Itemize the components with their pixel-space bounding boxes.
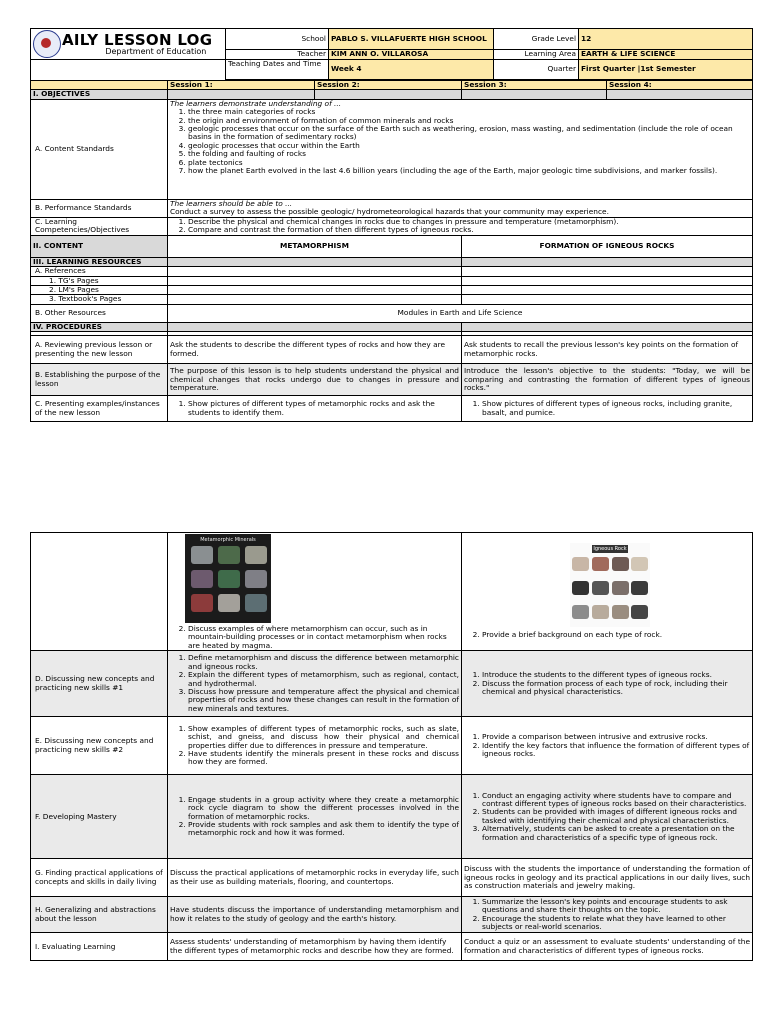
list-item: 3. Alternatively, students can be asked to create a presentation on the formation and characteristics of a specific type of igneous rock. bbox=[482, 825, 750, 842]
list-item: 2. Explain the different types of metamorphism, such as regional, contact, and hydrothermal. bbox=[188, 671, 459, 688]
textbook-pages-label: 3. Textbook's Pages bbox=[31, 295, 168, 304]
deped-seal-icon bbox=[33, 30, 61, 58]
references-label: A. References bbox=[31, 267, 168, 276]
procedure-c-continued-session-1 bbox=[168, 533, 462, 651]
procedure-e-session-1 bbox=[168, 717, 462, 775]
list-item: 2. Have students identify the minerals present in these rocks and discuss how they are formed. bbox=[188, 750, 459, 767]
list-item: 1. Conduct an engaging activity where students have to compare and contrast different types of igneous rocks based on their characteristics. bbox=[482, 792, 750, 809]
competencies-list bbox=[170, 218, 750, 235]
list-item: 1. Show pictures of different types of igneous rocks, including granite, basalt, and pumice. bbox=[482, 400, 750, 417]
list-item: 3. Discuss how pressure and temperature affect the physical and chemical properties of rocks and how these changes can result in the formation of new minerals and textures. bbox=[188, 688, 459, 713]
resources-heading: III. LEARNING RESOURCES bbox=[31, 257, 168, 266]
list-item: 2. Compare and contrast the formation of then different types of igneous rocks. bbox=[188, 226, 750, 234]
lesson-table-1 bbox=[30, 80, 753, 422]
list-item: 2. Discuss examples of where metamorphism can occur, such as in mountain-building processes or in contact metamorphism when rocks are heated by magma. bbox=[188, 625, 459, 650]
list-item: 1. Define metamorphism and discuss the difference between metamorphic and igneous rocks. bbox=[188, 654, 459, 671]
competencies-label: C. Learning Competencies/Objectives bbox=[31, 217, 168, 235]
list-item: 1. Introduce the students to the different types of igneous rocks. bbox=[482, 671, 750, 679]
procedure-c-session-2 bbox=[462, 396, 753, 422]
list-item: 1. Engage students in a group activity where they create a metamorphic rock cycle diagram to show the different processes involved in the formation of metamorphic rocks. bbox=[188, 796, 459, 821]
other-resources-label: B. Other Resources bbox=[31, 304, 168, 322]
procedure-d-label: D. Discussing new concepts and practicing new skills #1 bbox=[31, 651, 168, 717]
lesson-log-page-2 bbox=[30, 532, 752, 961]
procedure-a-session-1: Ask the students to describe the different types of rocks and how they are formed. bbox=[168, 336, 462, 364]
procedure-c-session-1 bbox=[168, 396, 462, 422]
school-label: School bbox=[226, 29, 329, 50]
procedure-b-session-1: The purpose of this lesson is to help students understand the physical and chemical changes that rocks undergo due to changes in pressure and temperature. bbox=[168, 364, 462, 396]
igneous-image-title: Igneous Rock bbox=[593, 546, 627, 553]
performance-intro: The learners should be able to ... bbox=[170, 198, 293, 208]
list-item: 1. Show examples of different types of metamorphic rocks, such as slate, schist, and gneiss, and discuss how their physical and chemical properties differ due to differences in pressure and temperature. bbox=[188, 725, 459, 750]
performance-standards-cell bbox=[168, 199, 753, 217]
procedure-i-session-1: Assess students' understanding of metamorphism by having them identify the different types of metamorphic rocks and describe how they are formed. bbox=[168, 933, 462, 961]
procedure-e-label: E. Discussing new concepts and practicing new skills #2 bbox=[31, 717, 168, 775]
procedure-g-session-2: Discuss with the students the importance of understanding the formation of igneous rocks in geology and its practical applications in our daily lives, such as construction materials and jewelry making. bbox=[462, 859, 753, 897]
procedure-g-session-1: Discuss the practical applications of metamorphic rocks in everyday life, such as their use as building materials, flooring, and countertops. bbox=[168, 859, 462, 897]
session-2-label: Session 2: bbox=[315, 81, 462, 90]
procedure-h-label: H. Generalizing and abstractions about the lesson bbox=[31, 897, 168, 933]
dates-value: Week 4 bbox=[329, 60, 494, 80]
session-3-label: Session 3: bbox=[462, 81, 607, 90]
tg-pages-label: 1. TG's Pages bbox=[31, 276, 168, 285]
list-item: 2. Identify the key factors that influence the formation of different types of igneous rocks. bbox=[482, 742, 750, 759]
school-value: PABLO S. VILLAFUERTE HIGH SCHOOL bbox=[329, 29, 494, 50]
metamorphic-minerals-image bbox=[185, 534, 271, 623]
content-session-1: METAMORPHISM bbox=[168, 235, 462, 257]
teacher-label: Teacher bbox=[226, 49, 329, 59]
session-4-label: Session 4: bbox=[607, 81, 753, 90]
list-item: 1. Provide a comparison between intrusive and extrusive rocks. bbox=[482, 733, 750, 741]
dates-label: Teaching Dates and Time bbox=[226, 60, 329, 80]
quarter-value: First Quarter |1st Semester bbox=[579, 60, 753, 80]
procedure-f-label: F. Developing Mastery bbox=[31, 775, 168, 859]
competencies-cell bbox=[168, 217, 753, 235]
quarter-label: Quarter bbox=[494, 60, 579, 80]
procedure-a-label: A. Reviewing previous lesson or presenting the new lesson bbox=[31, 336, 168, 364]
list-item: 2. Provide a brief background on each type of rock. bbox=[482, 631, 750, 639]
procedure-h-session-1: Have students discuss the importance of understanding metamorphism and how it relates to the study of geology and the earth's history. bbox=[168, 897, 462, 933]
procedure-d-session-1 bbox=[168, 651, 462, 717]
content-standards-label: A. Content Standards bbox=[31, 99, 168, 199]
lesson-table-2 bbox=[30, 532, 753, 961]
dll-title: AILY LESSON LOG bbox=[62, 30, 213, 49]
procedure-f-session-2 bbox=[462, 775, 753, 859]
metamorphic-image-title: Metamorphic Minerals bbox=[200, 537, 256, 543]
objectives-heading: I. OBJECTIVES bbox=[31, 90, 168, 99]
procedure-i-label: I. Evaluating Learning bbox=[31, 933, 168, 961]
procedure-c-continued-session-2 bbox=[462, 533, 753, 651]
procedure-h-session-2 bbox=[462, 897, 753, 933]
list-item: 5. the folding and faulting of rocks bbox=[188, 150, 750, 158]
performance-text: Conduct a survey to assess the possible geologic/ hydrometeorological hazards that your community may experience. bbox=[170, 207, 609, 217]
department-name: Department of Education bbox=[105, 46, 207, 56]
procedure-g-label: G. Finding practical applications of concepts and skills in daily living bbox=[31, 859, 168, 897]
list-item: 2. the origin and environment of formation of common minerals and rocks bbox=[188, 117, 750, 125]
content-standards-intro: The learners demonstrate understanding of ... bbox=[170, 98, 342, 108]
procedure-b-session-2: Introduce the lesson's objective to the students: "Today, we will be comparing and contrasting the formation of different types of igneous rocks." bbox=[462, 364, 753, 396]
list-item: 2. Provide students with rock samples and ask them to identify the type of metamorphic rock and how it was formed. bbox=[188, 821, 459, 838]
content-session-2: FORMATION OF IGNEOUS ROCKS bbox=[462, 235, 753, 257]
procedure-i-session-2: Conduct a quiz or an assessment to evaluate students' understanding of the formation and characteristics of different types of igneous rocks. bbox=[462, 933, 753, 961]
list-item: 1. Summarize the lesson's key points and encourage students to ask questions and share their thoughts on the topic. bbox=[482, 898, 750, 915]
header-table bbox=[30, 28, 753, 80]
area-value: EARTH & LIFE SCIENCE bbox=[579, 49, 753, 59]
procedure-d-session-2 bbox=[462, 651, 753, 717]
session-header-row bbox=[31, 81, 753, 90]
list-item: 1. Describe the physical and chemical changes in rocks due to changes in pressure and temperature (metamorphism). bbox=[188, 218, 750, 226]
other-resources-value: Modules in Earth and Life Science bbox=[168, 304, 753, 322]
list-item: 7. how the planet Earth evolved in the last 4.6 billion years (including the age of the Earth, major geologic time subdivisions, and marker fossils). bbox=[188, 167, 750, 175]
igneous-rock-image bbox=[570, 543, 650, 627]
lesson-log-page-1 bbox=[30, 28, 752, 422]
grade-value: 12 bbox=[579, 29, 753, 50]
lm-pages-label: 2. LM's Pages bbox=[31, 286, 168, 295]
procedure-b-label: B. Establishing the purpose of the lesson bbox=[31, 364, 168, 396]
grade-label: Grade Level bbox=[494, 29, 579, 50]
performance-standards-label: B. Performance Standards bbox=[31, 199, 168, 217]
content-standards-cell bbox=[168, 99, 753, 199]
area-label: Learning Area bbox=[494, 49, 579, 59]
procedure-c-label: C. Presenting examples/instances of the new lesson bbox=[31, 396, 168, 422]
teacher-value: KIM ANN O. VILLAROSA bbox=[329, 49, 494, 59]
procedure-a-session-2: Ask students to recall the previous lesson's key points on the formation of metamorphic rocks. bbox=[462, 336, 753, 364]
list-item: 2. Students can be provided with images of different igneous rocks and tasked with identifying their chemical and physical characteristics. bbox=[482, 808, 750, 825]
procedure-e-session-2 bbox=[462, 717, 753, 775]
content-standards-list bbox=[170, 108, 750, 175]
list-item: 6. plate tectonics bbox=[188, 159, 750, 167]
procedures-heading: IV. PROCEDURES bbox=[31, 322, 168, 331]
list-item: 1. the three main categories of rocks bbox=[188, 108, 750, 116]
list-item: 1. Show pictures of different types of metamorphic rocks and ask the students to identify them. bbox=[188, 400, 459, 417]
session-1-label: Session 1: bbox=[168, 81, 315, 90]
logo-block bbox=[31, 29, 226, 60]
procedure-f-session-1 bbox=[168, 775, 462, 859]
list-item: 4. geologic processes that occur within the Earth bbox=[188, 142, 750, 150]
list-item: 2. Discuss the formation process of each type of rock, including their chemical and physical characteristics. bbox=[482, 680, 750, 697]
content-heading: II. CONTENT bbox=[31, 235, 168, 257]
list-item: 3. geologic processes that occur on the surface of the Earth such as weathering, erosion, mass wasting, and sedimentation (include the role of ocean basins in the formation of sedimentary rocks) bbox=[188, 125, 750, 142]
list-item: 2. Encourage the students to relate what they have learned to other subjects or real-world scenarios. bbox=[482, 915, 750, 932]
